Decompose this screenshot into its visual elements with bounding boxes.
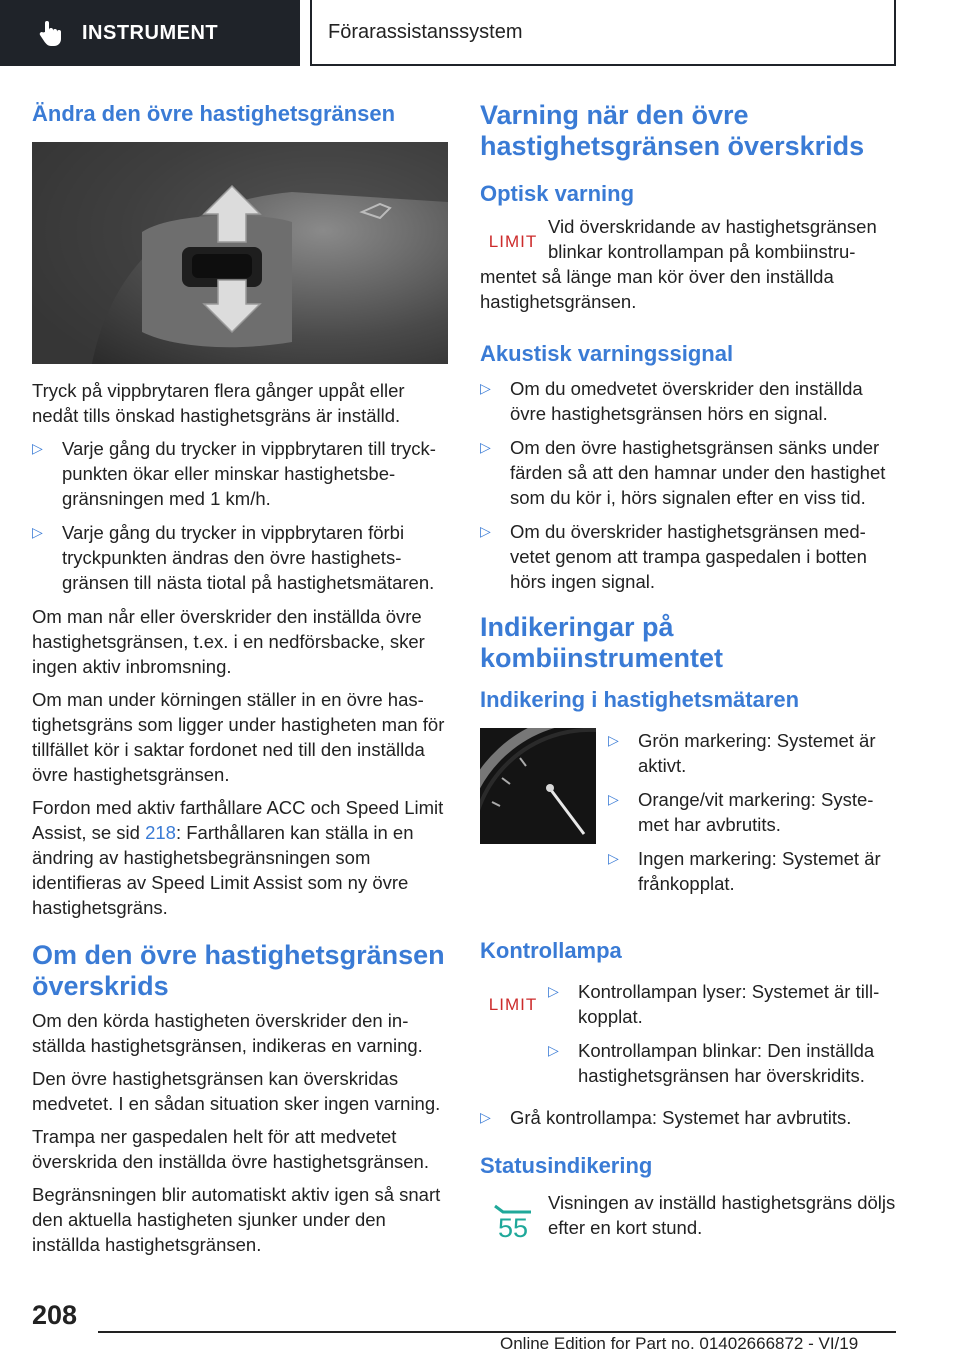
- bullet-list: [480, 376, 898, 594]
- limit-lamp-icon: LIMIT: [488, 995, 538, 1014]
- heading-optical-warning: Optisk varning: [480, 181, 635, 206]
- footer-divider: [98, 1331, 896, 1333]
- triangle-bullet-icon: ▷: [608, 850, 619, 866]
- paragraph: Om den körda hastigheten överskrider den inställda hastighetsgränsen, indikeras en varning.: [32, 1010, 423, 1056]
- limit-indicator: [480, 979, 546, 1015]
- page-number: 208: [32, 1300, 78, 1330]
- paragraph: Begränsningen blir automatiskt aktiv igen så snart den aktuella hastigheten sjunker under den inställda hastighetsgränsen.: [32, 1184, 441, 1255]
- bullet-list: [480, 1105, 898, 1130]
- paragraph: Visningen av inställd hastighetsgräns döljs efter en kort stund.: [548, 1192, 896, 1238]
- list-item: ▷ Grön markering: Systemet är aktivt.: [608, 730, 876, 776]
- heading-limit-exceeded: Om den övre hastighetsgränsen överskrids: [32, 940, 445, 1001]
- heading-status-indication: Statusindikering: [480, 1153, 653, 1178]
- hand-pointer-icon: [36, 18, 66, 48]
- rocker-switch-illustration: [32, 142, 448, 364]
- section-tab[interactable]: [0, 0, 300, 66]
- section-title: INSTRUMENT: [82, 21, 219, 44]
- status-indicator: [480, 1190, 546, 1242]
- control-lamp-block: [480, 979, 898, 1105]
- left-column: [32, 100, 448, 1265]
- limit-warning-icon: LIMIT: [488, 232, 538, 251]
- optical-warning-block: [480, 214, 898, 322]
- paragraph: Vid överskridande av hastighetsgränsen blinkar kontrollampan på kombiinstrumentet så länge man kör över den inställda hastighetsgränsen.: [480, 216, 877, 312]
- status-block: [480, 1190, 898, 1248]
- list-item: ▷ Kontrollampan blinkar: Den inställda hastighetsgränsen har överskridits.: [548, 1040, 875, 1086]
- chapter-title: Förarassistanssystem: [328, 20, 523, 43]
- list-item: ▷ Varje gång du trycker in vippbrytaren förbi tryckpunkten ändras den övre hastighetsgränsen till nästa tiotal på hastighetsmätaren.: [32, 522, 435, 593]
- edition-note: Online Edition for Part no. 01402666872 - VI/19: [500, 1334, 859, 1353]
- limit-indicator: [480, 214, 546, 252]
- paragraph: Tryck på vippbrytaren flera gånger uppåt eller nedåt tills önskad hastighetsgräns är inställd.: [32, 380, 405, 426]
- paragraph: Om man når eller överskrider den inställda övre hastighetsgränsen, t.ex. i en nedförsbacke, sker ingen aktiv inbromsning.: [32, 606, 425, 677]
- heading-control-lamp: Kontrollampa: [480, 938, 622, 963]
- triangle-bullet-icon: ▷: [548, 1042, 559, 1058]
- page-link[interactable]: 218: [145, 822, 176, 843]
- heading-speedometer-indication: Indikering i hastighetsmätaren: [480, 687, 800, 712]
- triangle-bullet-icon: ▷: [480, 1109, 491, 1125]
- list-item: ▷ Grå kontrollampa: Systemet har avbrutits.: [480, 1107, 852, 1128]
- list-item: ▷ Om den övre hastighetsgränsen sänks under färden så att den hamnar under den hastighet som du kör i, hörs signalen efter en viss tid.: [480, 437, 886, 508]
- status-speed-value: 55: [497, 1213, 529, 1243]
- triangle-bullet-icon: ▷: [480, 523, 491, 539]
- page-header: [0, 0, 960, 66]
- steering-wheel-photo: [32, 142, 448, 364]
- paragraph: Fordon med aktiv farthållare ACC och Speed Limit Assist, se sid 218: Farthållaren kan ställa in en ändring av hastighetsbegränsningen som identifieras av Speed Limit Assist som ny övre hastighetsgräns.: [32, 797, 444, 918]
- paragraph: Trampa ner gaspedalen helt för att medvetet överskrida den inställda övre hastighetsgränsen.: [32, 1126, 429, 1172]
- triangle-bullet-icon: ▷: [548, 983, 559, 999]
- triangle-bullet-icon: ▷: [480, 439, 491, 455]
- bullet-list: [548, 979, 898, 1097]
- list-item: ▷ Ingen markering: Systemet är frånkopplat.: [608, 848, 881, 894]
- speedometer-block: [480, 728, 898, 913]
- triangle-bullet-icon: ▷: [32, 524, 43, 540]
- speedometer-needle-icon: [480, 728, 596, 844]
- triangle-bullet-icon: ▷: [480, 380, 491, 396]
- list-item: ▷ Orange/vit markering: Systemet har avbrutits.: [608, 789, 874, 835]
- bullet-list: [608, 728, 898, 905]
- triangle-bullet-icon: ▷: [32, 440, 43, 456]
- list-item: ▷ Om du överskrider hastighetsgränsen medvetet genom att trampa gaspedalen i botten hörs ingen signal.: [480, 521, 867, 592]
- heading-indications: Indikeringar på kombiinstrumentet: [480, 612, 724, 673]
- list-item: ▷ Om du omedvetet överskrider den inställda övre hastighetsgränsen hörs en signal.: [480, 378, 863, 424]
- right-column: [480, 100, 898, 1248]
- chapter-tab[interactable]: [310, 0, 896, 66]
- triangle-bullet-icon: ▷: [608, 732, 619, 748]
- list-item: ▷ Varje gång du trycker in vippbrytaren till tryckpunkten ökar eller minskar hastighetsbegränsningen med 1 km/h.: [32, 438, 436, 509]
- bullet-list: [32, 436, 448, 595]
- paragraph: Den övre hastighetsgränsen kan överskridas medvetet. I en sådan situation sker ingen varning.: [32, 1068, 441, 1114]
- heading-acoustic-warning: Akustisk varningssignal: [480, 341, 734, 366]
- list-item: ▷ Kontrollampan lyser: Systemet är tillkopplat.: [548, 981, 880, 1027]
- paragraph: Om man under körningen ställer in en övre hastighetsgräns som ligger under hastigheten man för tillfället kör i saktar fordonet ned till den inställda övre hastighetsgränsen.: [32, 689, 445, 785]
- triangle-bullet-icon: ▷: [608, 791, 619, 807]
- speedometer-image: [480, 728, 596, 844]
- heading-warning: Varning när den övre hastighetsgränsen överskrids: [480, 100, 865, 161]
- heading-change-limit: Ändra den övre hastighetsgränsen: [32, 101, 396, 126]
